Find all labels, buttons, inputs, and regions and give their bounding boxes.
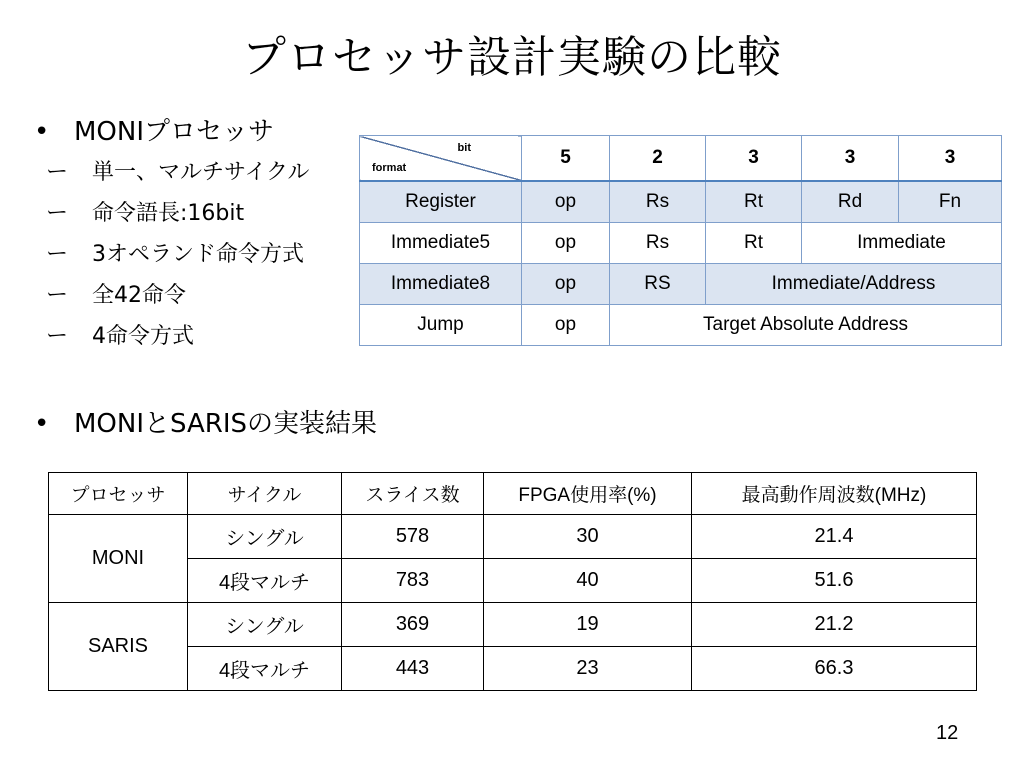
header-processor: プロセッサ <box>49 473 188 515</box>
bullet-dot: • <box>34 409 50 439</box>
slices-cell: 578 <box>342 515 484 559</box>
slide-title: プロセッサ設計実験の比較 <box>242 32 782 83</box>
field-cell: op <box>522 223 610 264</box>
format-corner-cell <box>360 136 522 182</box>
fpga-cell: 40 <box>484 559 692 603</box>
bit-width-cell: 3 <box>802 136 899 182</box>
processor-name-cell: MONI <box>49 515 188 603</box>
cycle-cell: シングル <box>188 515 342 559</box>
dash-marker: ー <box>46 201 69 226</box>
cycle-cell: 4段マルチ <box>188 647 342 691</box>
fpga-cell: 23 <box>484 647 692 691</box>
header-fpga-usage: FPGA使用率(%) <box>484 473 692 515</box>
feature-text: 4命令方式 <box>92 324 194 349</box>
format-name-cell: Immediate8 <box>360 264 522 305</box>
feature-text: 全42命令 <box>92 283 186 308</box>
header-slices: スライス数 <box>342 473 484 515</box>
bit-width-cell: 5 <box>522 136 610 182</box>
processor-section <box>34 112 309 357</box>
feature-item <box>34 316 309 357</box>
bit-width-cell: 3 <box>706 136 802 182</box>
fpga-cell: 19 <box>484 603 692 647</box>
format-name-cell: Immediate5 <box>360 223 522 264</box>
page-number: 12 <box>936 722 959 744</box>
cycle-cell: 4段マルチ <box>188 559 342 603</box>
implementation-results-table <box>48 472 977 691</box>
field-cell: op <box>522 305 610 346</box>
table-row <box>49 515 977 559</box>
processor-feature-list <box>34 152 309 357</box>
feature-item <box>34 193 309 234</box>
feature-item <box>34 234 309 275</box>
instruction-format-table <box>359 135 1002 346</box>
header-cycle: サイクル <box>188 473 342 515</box>
feature-text: 3オペランド命令方式 <box>92 242 304 267</box>
frequency-cell: 51.6 <box>692 559 977 603</box>
field-cell: Rs <box>610 223 706 264</box>
bullet-moni-processor <box>34 112 309 152</box>
frequency-cell: 66.3 <box>692 647 977 691</box>
bullet-label: MONIプロセッサ <box>74 117 275 147</box>
dash-marker: ー <box>46 242 69 267</box>
corner-format-label: format <box>372 162 407 174</box>
field-cell: op <box>522 264 610 305</box>
field-cell: Fn <box>899 181 1002 223</box>
frequency-cell: 21.4 <box>692 515 977 559</box>
format-row-immediate8 <box>360 264 1002 305</box>
processor-name-cell: SARIS <box>49 603 188 691</box>
feature-text: 単一、マルチサイクル <box>92 160 310 185</box>
results-header-row <box>49 473 977 515</box>
field-cell: Rs <box>610 181 706 223</box>
table-row <box>49 647 977 691</box>
feature-text: 命令語長:16bit <box>92 201 245 226</box>
format-row-register <box>360 181 1002 223</box>
format-name-cell: Jump <box>360 305 522 346</box>
format-header-row <box>360 136 1002 182</box>
table-row <box>49 559 977 603</box>
field-cell: Immediate <box>802 223 1002 264</box>
format-row-jump <box>360 305 1002 346</box>
field-cell: Immediate/Address <box>706 264 1002 305</box>
bit-width-cell: 3 <box>899 136 1002 182</box>
slices-cell: 369 <box>342 603 484 647</box>
table-row <box>49 603 977 647</box>
header-max-frequency: 最高動作周波数(MHz) <box>692 473 977 515</box>
bullet-label: MONIとSARISの実装結果 <box>74 409 378 439</box>
bullet-results <box>34 404 377 444</box>
corner-bit-label: bit <box>457 142 471 154</box>
bullet-dot: • <box>34 117 50 147</box>
slices-cell: 443 <box>342 647 484 691</box>
field-cell: Target Absolute Address <box>610 305 1002 346</box>
field-cell: RS <box>610 264 706 305</box>
feature-item <box>34 275 309 316</box>
field-cell: Rt <box>706 223 802 264</box>
slices-cell: 783 <box>342 559 484 603</box>
dash-marker: ー <box>46 324 69 349</box>
format-name-cell: Register <box>360 181 522 223</box>
dash-marker: ー <box>46 160 69 185</box>
bit-width-cell: 2 <box>610 136 706 182</box>
field-cell: Rd <box>802 181 899 223</box>
frequency-cell: 21.2 <box>692 603 977 647</box>
format-row-immediate5 <box>360 223 1002 264</box>
field-cell: op <box>522 181 610 223</box>
cycle-cell: シングル <box>188 603 342 647</box>
feature-item <box>34 152 309 193</box>
dash-marker: ー <box>46 283 69 308</box>
fpga-cell: 30 <box>484 515 692 559</box>
results-section <box>34 404 377 444</box>
field-cell: Rt <box>706 181 802 223</box>
